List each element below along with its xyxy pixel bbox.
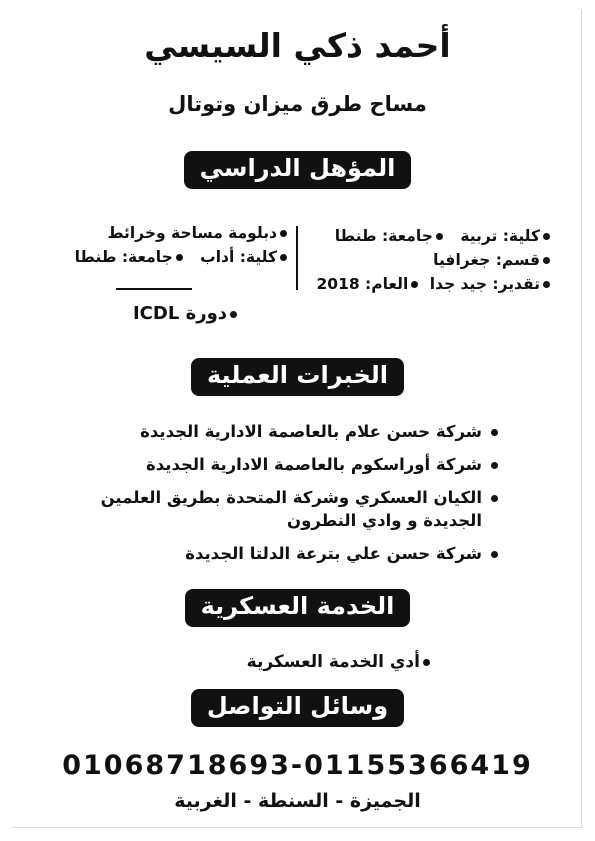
- list-item: [317, 248, 554, 272]
- education-heading-wrap: [0, 151, 595, 189]
- department-text: قسم: جغرافيا: [433, 251, 540, 269]
- column-divider: [296, 226, 298, 290]
- bullet-icon: [436, 233, 443, 240]
- bullet-icon: [423, 659, 430, 666]
- list-item: [317, 272, 554, 296]
- bullet-icon: [176, 254, 183, 261]
- contact-heading: وسائل التواصل: [191, 689, 404, 727]
- education-left-column: [75, 221, 290, 269]
- contact-heading-wrap: [0, 689, 595, 727]
- applicant-name: أحمد ذكي السيسي: [144, 26, 451, 65]
- course-name: ICDL: [132, 303, 180, 324]
- year-text: العام: 2018: [316, 275, 409, 293]
- military-heading-wrap: [0, 589, 595, 627]
- bullet-icon: [230, 311, 237, 318]
- bullet-icon: [411, 281, 418, 288]
- list-item: [75, 221, 290, 245]
- short-divider: [116, 288, 192, 290]
- diploma-text: دبلومة مساحة وخرائط: [107, 224, 277, 242]
- job-title: مساح طرق ميزان وتوتال: [168, 92, 427, 116]
- military-heading: الخدمة العسكرية: [185, 589, 411, 627]
- grade-text: تقدير: جيد جدا: [429, 275, 540, 293]
- education-right-column: [317, 224, 554, 296]
- bullet-icon: [280, 254, 287, 261]
- education-heading: المؤهل الدراسي: [184, 151, 412, 189]
- address: الجميزة - السنطة - الغربية: [174, 790, 421, 812]
- experience-list: [78, 420, 498, 575]
- list-item: الكيان العسكري وشركة المتحدة بطريق العلمين الجديدة و وادي النطرون: [78, 486, 498, 532]
- list-item: شركة أوراسكوم بالعاصمة الادارية الجديدة: [78, 453, 498, 476]
- bullet-icon: [543, 233, 550, 240]
- bullet-icon: [543, 257, 550, 264]
- list-item: [75, 245, 290, 269]
- military-status: أدي الخدمة العسكرية: [246, 652, 420, 672]
- list-item: شركة حسن علي بترعة الدلتا الجديدة: [78, 542, 498, 565]
- course-label: دورة: [185, 303, 227, 324]
- military-line: [247, 650, 433, 674]
- experience-heading-wrap: [0, 358, 595, 396]
- university-text: جامعة: طنطا: [334, 227, 433, 245]
- bullet-icon: [543, 281, 550, 288]
- faculty-text: كلية: تربية: [460, 227, 540, 245]
- faculty-arts-text: كلية: أداب: [200, 248, 277, 266]
- experience-heading: الخبرات العملية: [191, 358, 404, 396]
- phone-numbers: 01068718693-01155366419: [62, 750, 533, 781]
- bullet-icon: [280, 230, 287, 237]
- list-item: شركة حسن علام بالعاصمة الادارية الجديدة: [78, 420, 498, 443]
- list-item: [317, 224, 554, 248]
- course-line: [133, 301, 240, 327]
- university-text: جامعة: طنطا: [74, 248, 173, 266]
